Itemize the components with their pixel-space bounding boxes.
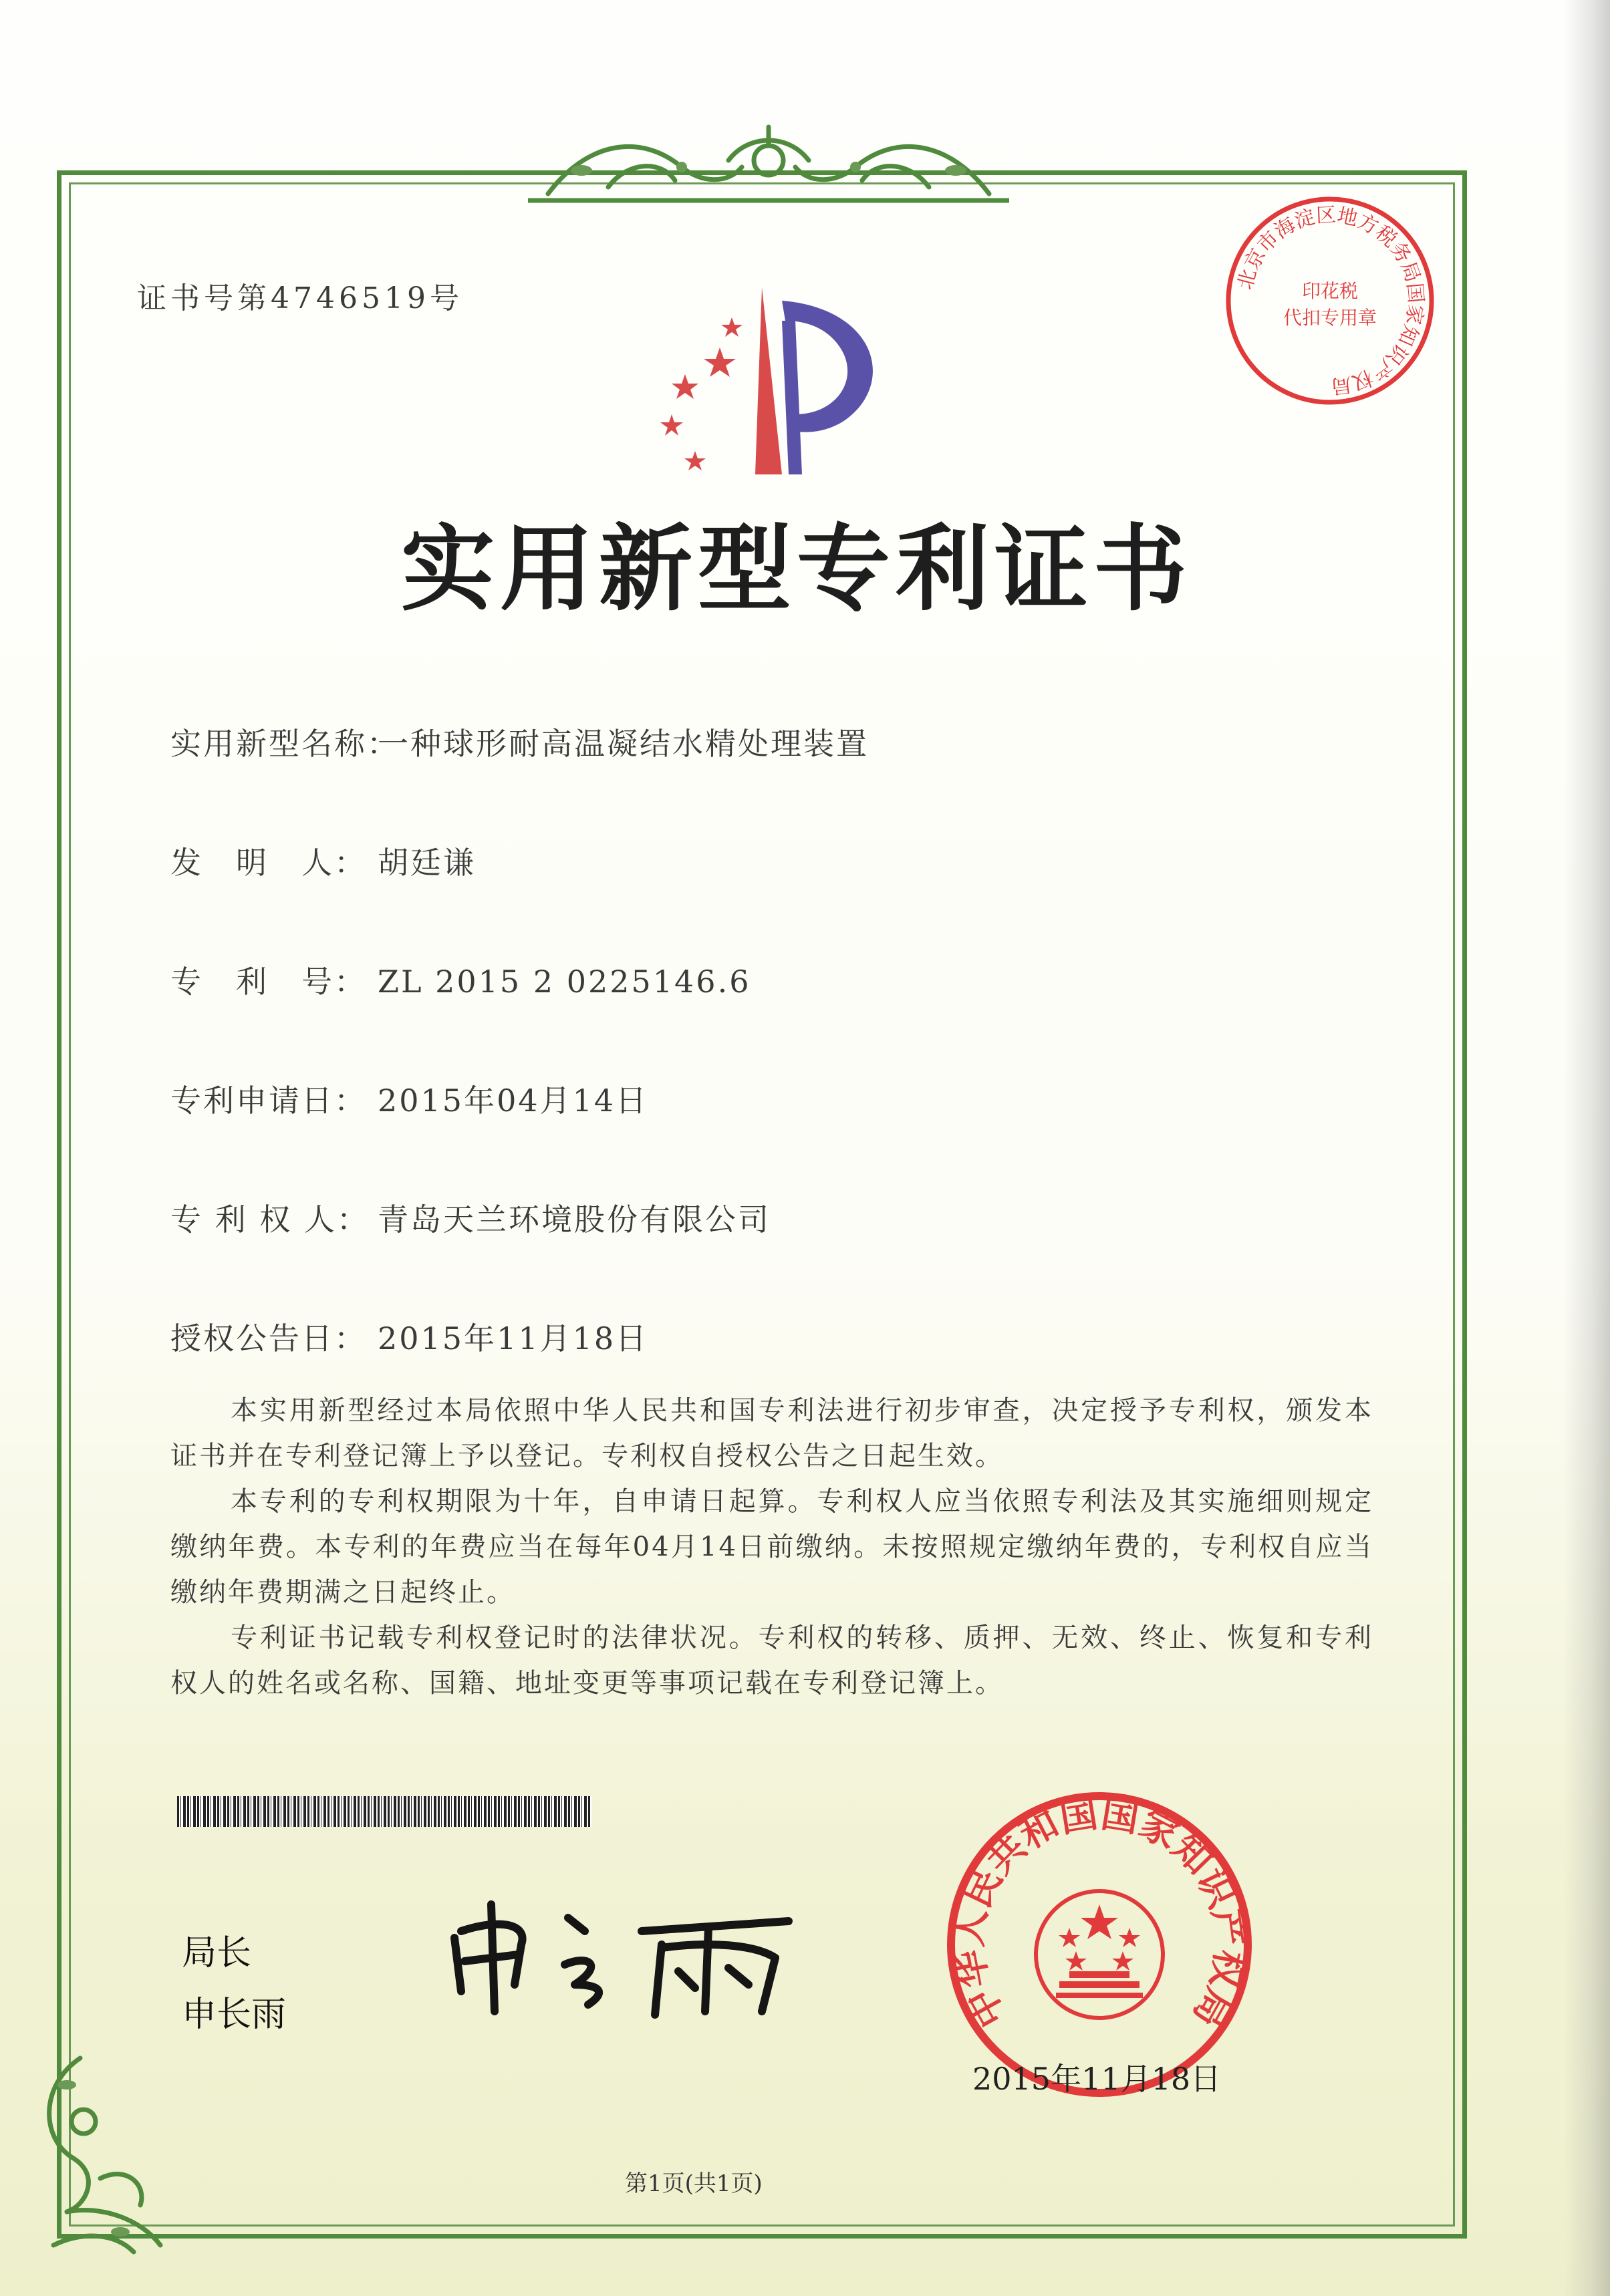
field-value: 2015年11月18日 bbox=[378, 1320, 649, 1356]
field-utility-model-name bbox=[170, 720, 869, 764]
certificate-number: 证书号第4746519号 bbox=[137, 281, 463, 315]
scan-edge-shadow bbox=[1563, 0, 1610, 2296]
field-value: 胡廷谦 bbox=[378, 845, 476, 881]
page-number: 第1页(共1页) bbox=[625, 2170, 763, 2197]
field-value: 青岛天兰环境股份有限公司 bbox=[378, 1201, 771, 1238]
seal-ring-text: 中华人民共和国国家知识产权局 bbox=[946, 1791, 1252, 2035]
field-label: 专利申请日： bbox=[170, 1083, 367, 1119]
director-signature bbox=[441, 1891, 815, 2025]
field-patentee bbox=[170, 1195, 771, 1240]
body-text bbox=[170, 1388, 1373, 1706]
stamp-duty-seal bbox=[1220, 190, 1440, 411]
field-value: 2015年04月14日 bbox=[378, 1083, 649, 1119]
top-scroll-ornament bbox=[528, 120, 1009, 221]
field-label: 实用新型名称： bbox=[170, 726, 400, 762]
field-inventor bbox=[170, 839, 476, 883]
field-label: 发 明 人： bbox=[170, 845, 367, 881]
bottom-left-ornament bbox=[27, 2045, 200, 2259]
director-name: 申长雨 bbox=[182, 1995, 287, 2035]
field-value: ZL 2015 2 0225146.6 bbox=[378, 964, 751, 1000]
field-label: 专 利 号： bbox=[170, 964, 367, 1000]
field-patent-number bbox=[170, 958, 751, 1002]
tax-seal-ring-text: 北京市海淀区地方税务局国家知识产权局 bbox=[1233, 203, 1428, 398]
barcode bbox=[177, 1796, 591, 1827]
tax-seal-center-line2: 代扣专用章 bbox=[1283, 307, 1377, 329]
director-title: 局长 bbox=[182, 1933, 252, 1973]
field-application-date bbox=[170, 1077, 648, 1121]
seal-date: 2015年11月18日 bbox=[972, 2061, 1222, 2097]
field-label: 专 利 权 人： bbox=[170, 1201, 370, 1238]
body-paragraph: 本实用新型经过本局依照中华人民共和国专利法进行初步审查，决定授予专利权，颁发本证书并在专利登记簿上予以登记。专利权自授权公告之日起生效。 bbox=[170, 1395, 1373, 1471]
body-paragraph: 本专利的专利权期限为十年，自申请日起算。专利权人应当依照专利法及其实施细则规定缴纳年费。本专利的年费应当在每年04月14日前缴纳。未按照规定缴纳年费的，专利权自应当缴纳年费期满之日起终止。 bbox=[170, 1486, 1373, 1608]
patent-office-logo bbox=[645, 281, 899, 481]
field-label: 授权公告日： bbox=[170, 1320, 367, 1356]
field-grant-announcement-date bbox=[170, 1314, 648, 1358]
field-value: 一种球形耐高温凝结水精处理装置 bbox=[378, 726, 869, 762]
tax-seal-center-line1: 印花税 bbox=[1301, 280, 1359, 302]
body-paragraph: 专利证书记载专利权登记时的法律状况。专利权的转移、质押、无效、终止、恢复和专利权人的姓名或名称、国籍、地址变更等事项记载在专利登记簿上。 bbox=[170, 1622, 1373, 1699]
certificate-title: 实用新型专利证书 bbox=[401, 515, 1193, 624]
national-emblem bbox=[1036, 1891, 1163, 2018]
